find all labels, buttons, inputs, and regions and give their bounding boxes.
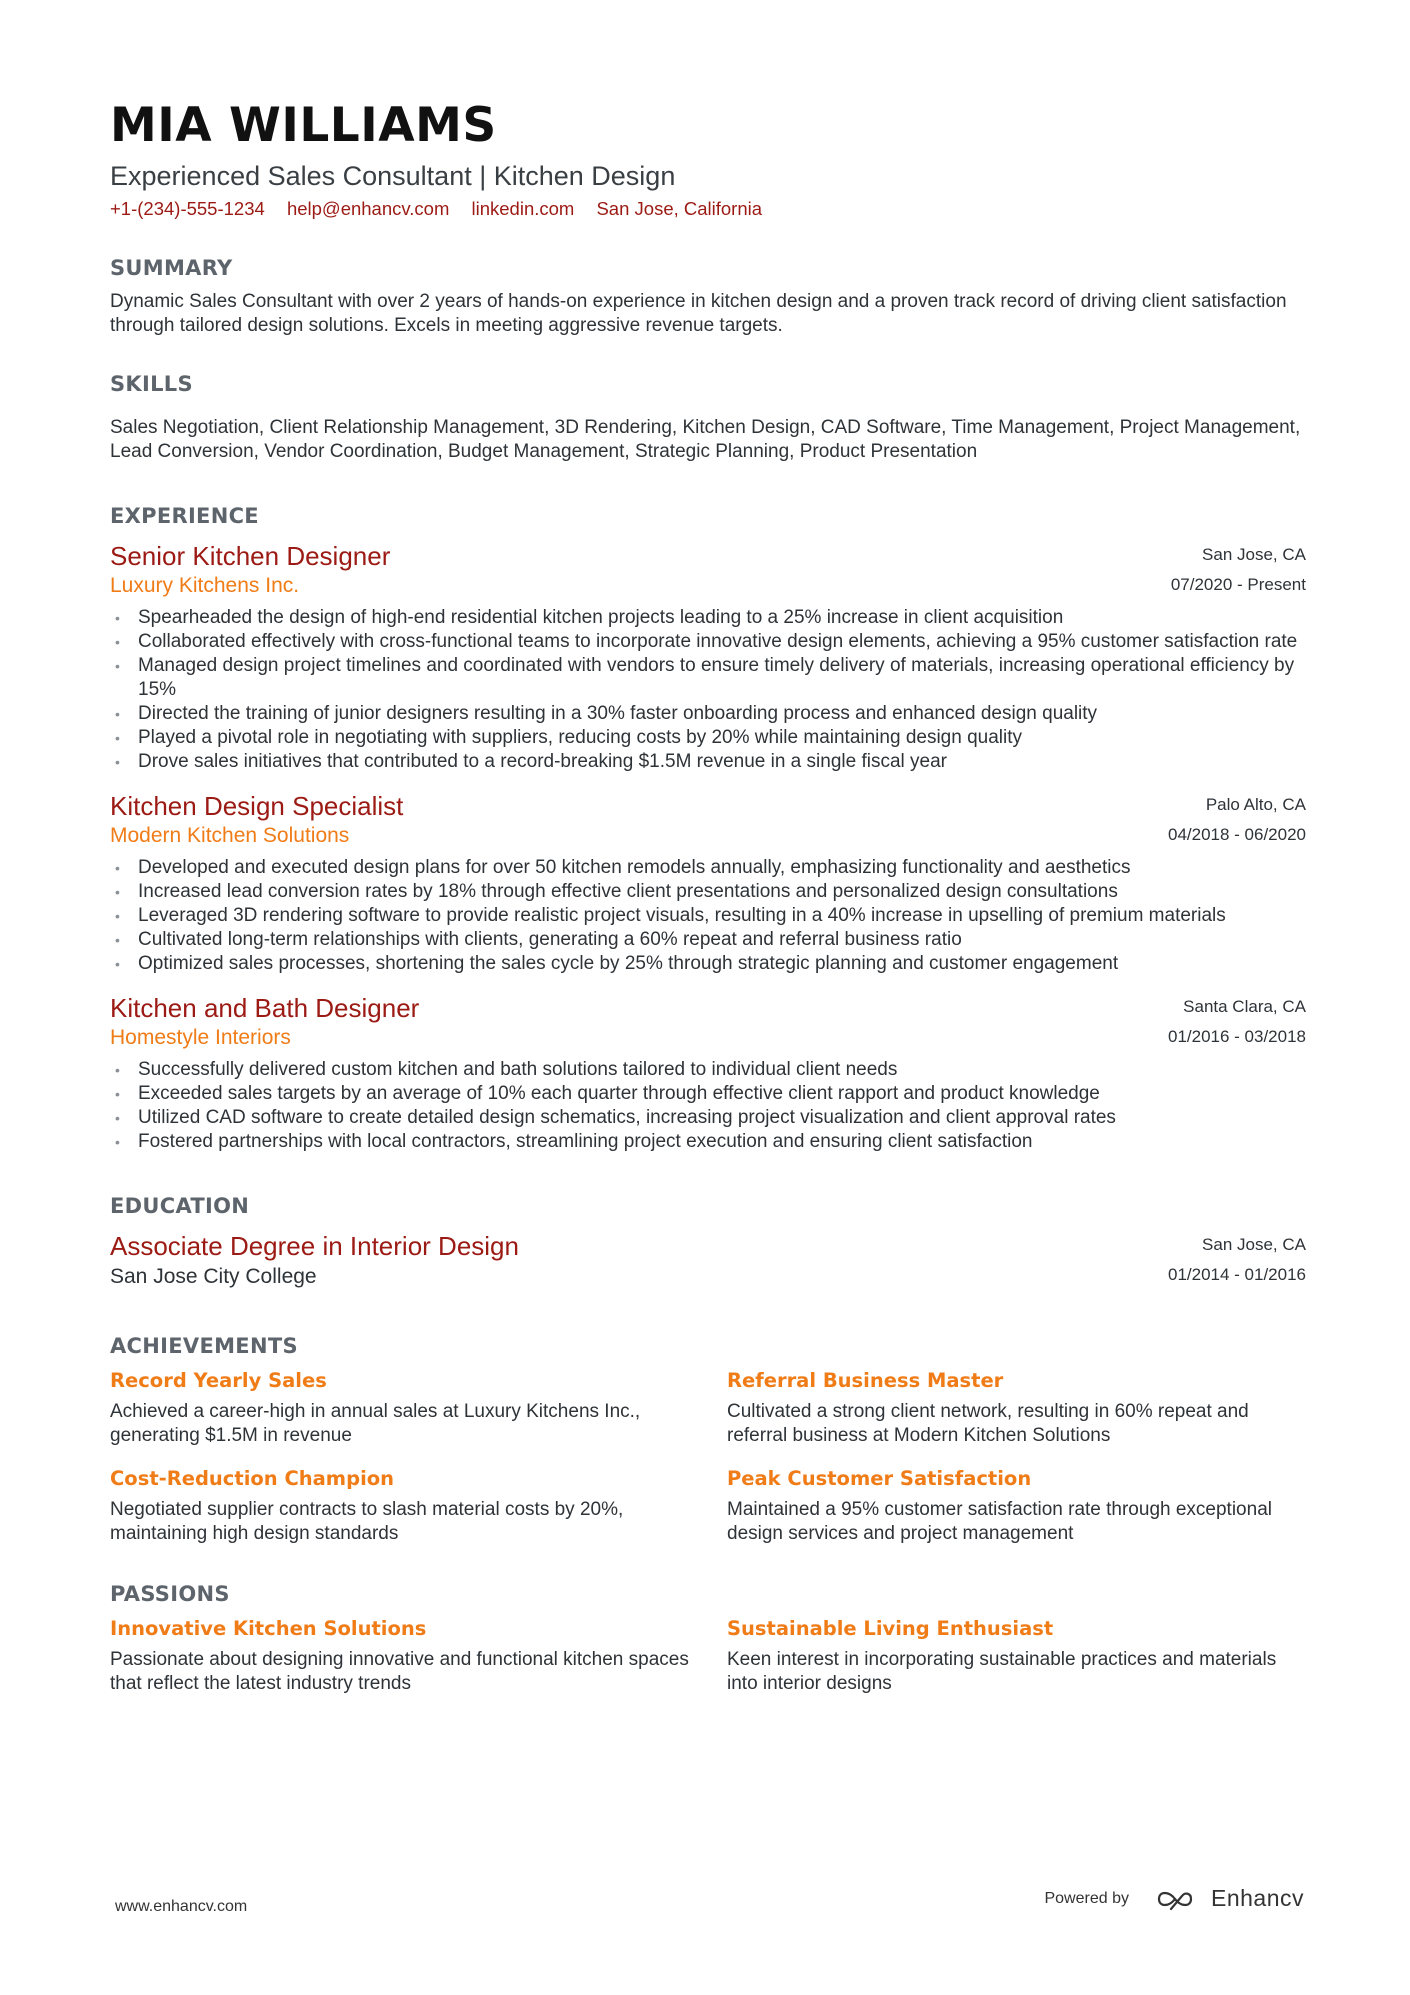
achievement-item [727,1466,1306,1546]
job-location: Santa Clara, CA [1183,997,1306,1016]
job-location: Palo Alto, CA [1205,795,1306,814]
bullet-dot-icon: • [115,932,120,948]
bullet-item: • Spearheaded the design of high-end residential kitchen projects leading to a 25% increase in client acquisition [115,607,1064,628]
achievement-title: Record Yearly Sales [110,1369,327,1392]
bullet-dot-icon: • [115,956,120,972]
passion-desc: Passionate about designing innovative and functional kitchen spaces that reflect the latest industry trends [110,1649,689,1694]
bullet-item: • Developed and executed design plans for over 50 kitchen remodels annually, emphasizing functionality and aesthetics [115,857,1131,878]
job-meta [1171,540,1306,600]
section-title-summary: SUMMARY [110,256,233,280]
job-location: San Jose, CA [1202,545,1306,564]
bullet-item: • Utilized CAD software to create detailed design schematics, increasing project visualization and client approval rates [115,1107,1116,1128]
passion-title: Sustainable Living Enthusiast [727,1617,1054,1640]
education-section [110,1192,1306,1292]
achievement-title: Peak Customer Satisfaction [727,1467,1032,1490]
experience-entry [110,992,1306,1154]
footer-website[interactable]: www.enhancv.com [115,1898,248,1915]
bullet-item: • Collaborated effectively with cross-functional teams to incorporate innovative design elements, achieving a 95% customer satisfaction rate [115,631,1298,652]
contact-linkedin[interactable]: linkedin.com [471,198,575,219]
job-dates: 07/2020 - Present [1170,575,1306,594]
achievement-desc: Maintained a 95% customer satisfaction rate through exceptional design services and project management [727,1499,1272,1544]
bullet-dot-icon: • [115,634,120,650]
job-meta [1168,790,1306,850]
bullet-dot-icon: • [115,1110,120,1126]
section-title-passions: PASSIONS [110,1582,230,1606]
job-company: Luxury Kitchens Inc. [110,574,300,597]
job-title: Kitchen and Bath Designer [110,993,420,1023]
section-title-experience: EXPERIENCE [110,504,259,528]
candidate-headline: Experienced Sales Consultant | Kitchen Design [110,161,676,191]
passion-title: Innovative Kitchen Solutions [110,1617,427,1640]
achievement-title: Cost-Reduction Champion [110,1467,395,1490]
job-company: Modern Kitchen Solutions [110,824,350,847]
job-bullets [110,606,1306,774]
skills-list: Sales Negotiation, Client Relationship Management, 3D Rendering, Kitchen Design, CAD Software, Time Management, Project Management, Lead Conversion, Vendor Coordination, Budget Management, Strategic Planning, Product Presentation [110,417,1301,462]
passions-grid [110,1616,1306,1696]
bullet-dot-icon: • [115,908,120,924]
job-dates: 01/2016 - 03/2018 [1167,1027,1306,1046]
bullet-item: • Leveraged 3D rendering software to provide realistic project visuals, resulting in a 40% increase in upselling of premium materials [115,905,1226,926]
job-title: Senior Kitchen Designer [110,541,391,571]
contact-info [110,196,1306,222]
bullet-item: • Fostered partnerships with local contractors, streamlining project execution and ensuring client satisfaction [115,1131,1033,1152]
education-entry [110,1230,1306,1292]
degree-title: Associate Degree in Interior Design [110,1231,519,1261]
resume-header [110,96,1306,222]
achievement-item [110,1368,727,1448]
passion-item [727,1616,1306,1696]
bullet-item: • Increased lead conversion rates by 18% through effective client presentations and personalized design consultations [115,881,1118,902]
section-title-achievements: ACHIEVEMENTS [110,1334,298,1358]
bullet-dot-icon: • [115,754,120,770]
experience-section [110,502,1306,1154]
passion-desc: Keen interest in incorporating sustainable practices and materials into interior designs [727,1649,1277,1694]
achievement-desc: Achieved a career-high in annual sales at Luxury Kitchens Inc., generating $1.5M in revenue [110,1401,641,1446]
footer-branding [1044,1885,1304,1912]
contact-email[interactable]: help@enhancv.com [286,198,450,219]
contact-phone[interactable]: +1-(234)-555-1234 [110,198,265,219]
experience-entry [110,540,1306,774]
job-company: Homestyle Interiors [110,1026,291,1049]
summary-section [110,254,1306,338]
enhancv-logo[interactable] [1155,1885,1304,1912]
bullet-dot-icon: • [115,658,120,674]
achievements-section [110,1332,1306,1546]
section-title-skills: SKILLS [110,372,193,396]
job-bullets [110,856,1306,976]
bullet-item: • Managed design project timelines and coordinated with vendors to ensure timely delivery of materials, increasing operational efficiency by 15% [115,655,1295,700]
bullet-item: • Successfully delivered custom kitchen and bath solutions tailored to individual client needs [115,1059,898,1080]
bullet-item: • Exceeded sales targets by an average of 10% each quarter through effective client rapport and product knowledge [115,1083,1100,1104]
bullet-dot-icon: • [115,1086,120,1102]
education-meta [1168,1230,1306,1290]
achievement-item [727,1368,1306,1448]
bullet-item: • Optimized sales processes, shortening the sales cycle by 25% through strategic planning and customer engagement [115,953,1119,974]
skills-section [110,370,1306,464]
passion-item [110,1616,727,1696]
job-dates: 04/2018 - 06/2020 [1167,825,1306,844]
achievement-item [110,1466,727,1546]
bullet-dot-icon: • [115,730,120,746]
education-location: San Jose, CA [1202,1235,1306,1254]
summary-text: Dynamic Sales Consultant with over 2 years of hands-on experience in kitchen design and a proven track record of driving client satisfaction through tailored design solutions. Excels in meeting aggressive revenue targets. [110,291,1287,336]
bullet-item: • Drove sales initiatives that contributed to a record-breaking $1.5M revenue in a single fiscal year [115,751,947,772]
powered-by-label: Powered by [1044,1889,1129,1907]
achievements-grid [110,1368,1306,1546]
job-bullets [110,1058,1306,1154]
achievement-desc: Cultivated a strong client network, resulting in 60% repeat and referral business at Modern Kitchen Solutions [727,1401,1249,1446]
job-meta [1168,992,1306,1052]
bullet-dot-icon: • [115,884,120,900]
bullet-dot-icon: • [115,1134,120,1150]
bullet-item: • Played a pivotal role in negotiating with suppliers, reducing costs by 20% while maintaining design quality [115,727,1023,748]
resume-page [110,96,1306,1696]
passions-section [110,1580,1306,1696]
school-name: San Jose City College [110,1265,317,1288]
bullet-item: • Directed the training of junior designers resulting in a 30% faster onboarding process and enhanced design quality [115,703,1098,724]
bullet-item: • Cultivated long-term relationships with clients, generating a 60% repeat and referral business ratio [115,929,962,950]
section-title-education: EDUCATION [110,1194,250,1218]
experience-entry [110,790,1306,976]
bullet-dot-icon: • [115,706,120,722]
brand-name: Enhancv [1210,1885,1304,1911]
enhancv-logo-icon [1155,1887,1201,1911]
achievement-desc: Negotiated supplier contracts to slash material costs by 20%, maintaining high design standards [110,1499,624,1544]
bullet-dot-icon: • [115,860,120,876]
job-title: Kitchen Design Specialist [110,791,404,821]
education-dates: 01/2014 - 01/2016 [1167,1265,1306,1284]
bullet-dot-icon: • [115,610,120,626]
bullet-dot-icon: • [115,1062,120,1078]
candidate-name: MIA WILLIAMS [110,98,497,153]
achievement-title: Referral Business Master [727,1369,1004,1392]
contact-location: San Jose, California [596,198,763,219]
